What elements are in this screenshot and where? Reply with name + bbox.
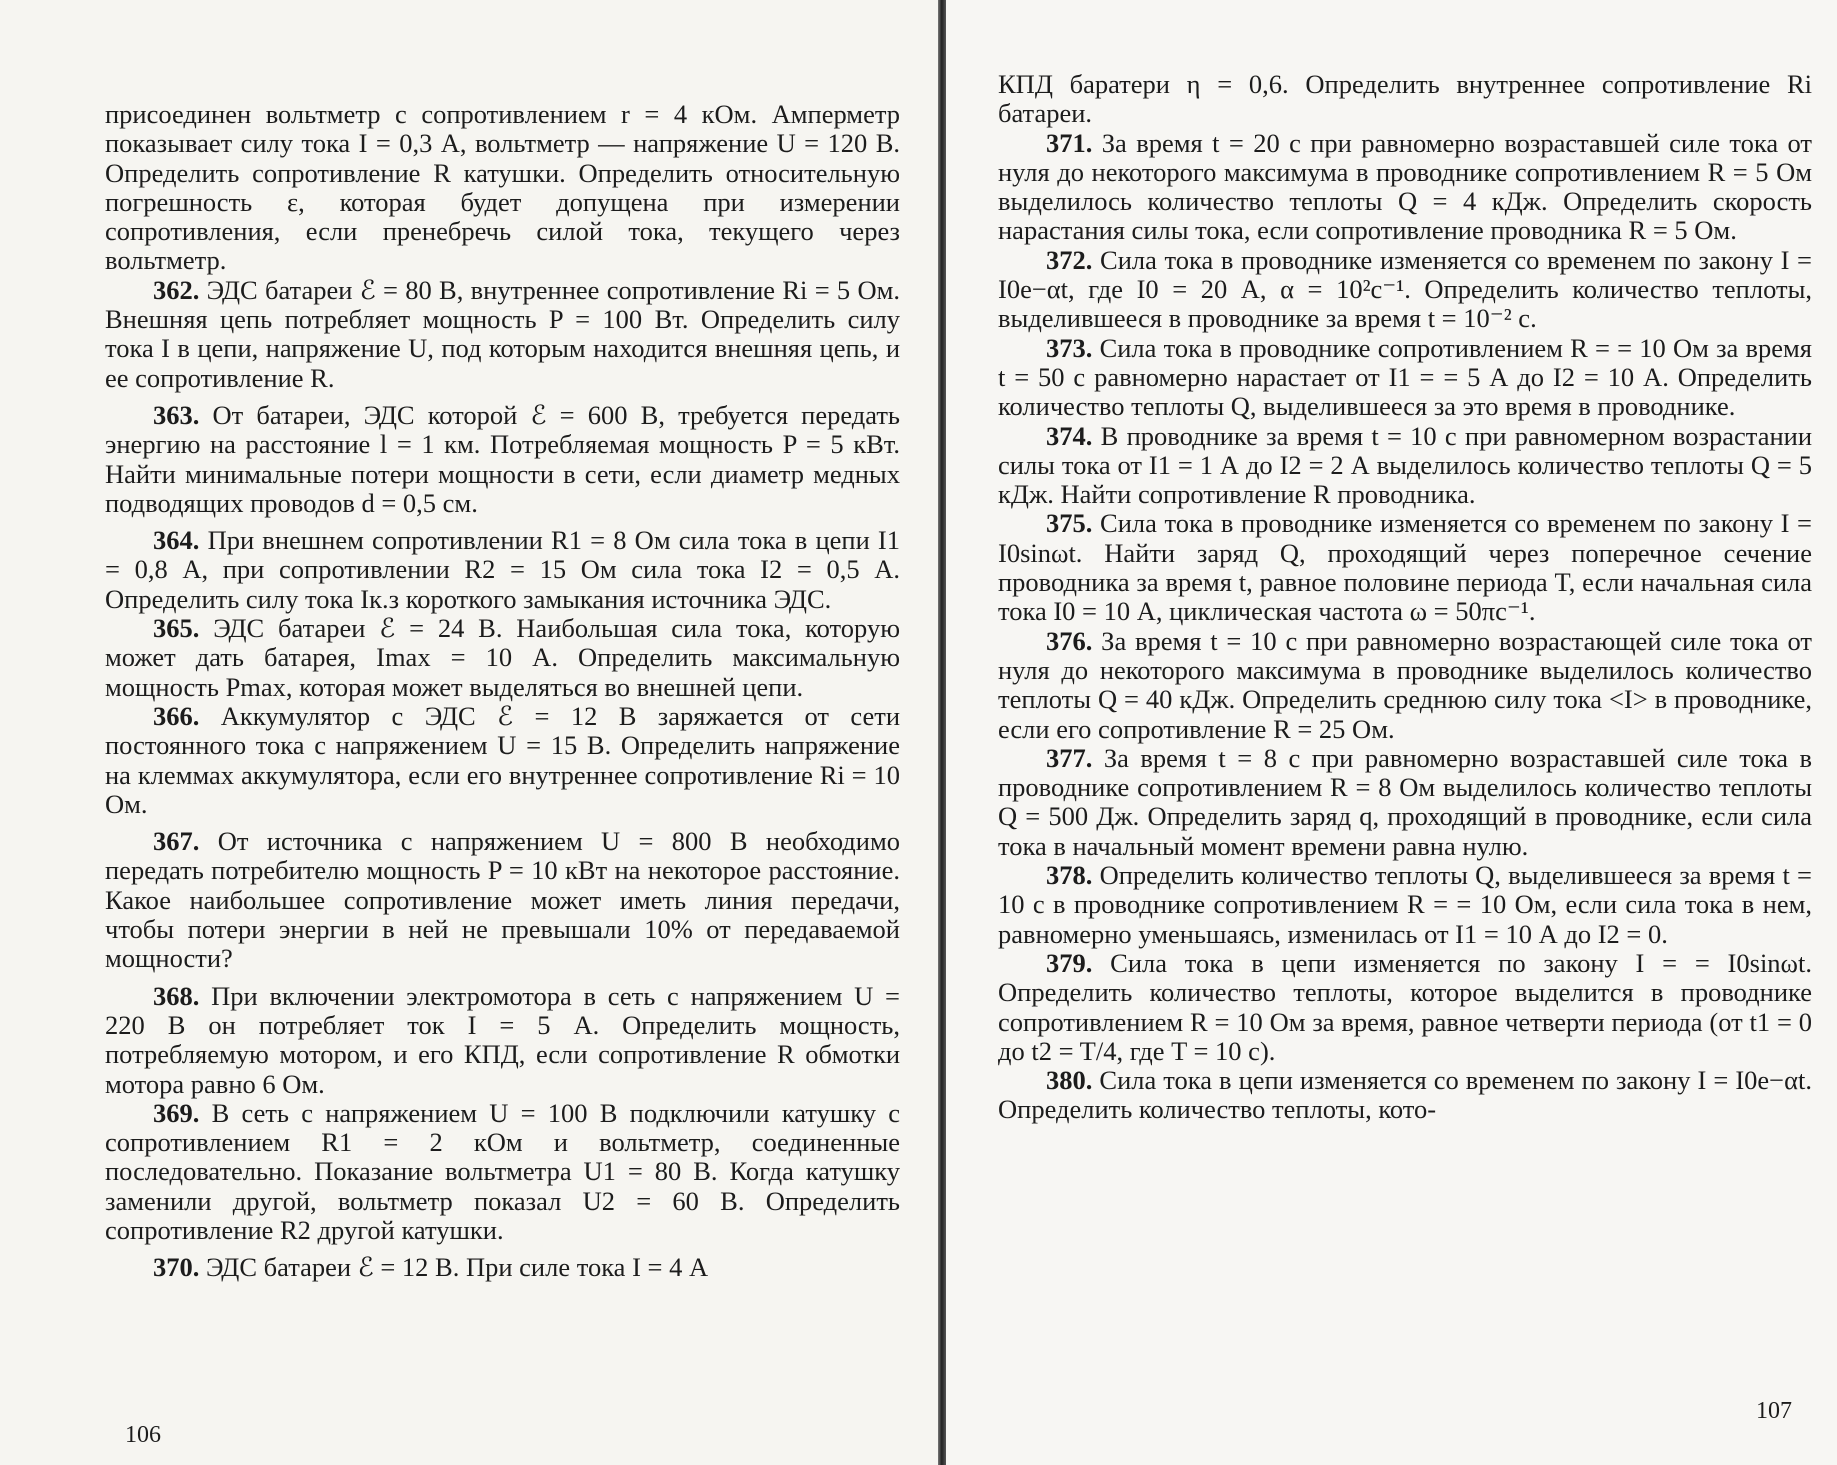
problem-369: 369. В сеть с напряжением U = 100 В подключили катушку с сопротивлением R1 = 2 кОм и вольтметр, соединенные последовательно. Показание вольтметра U1 = 80 В. Когда катушку заменили другой, вольтметр показал U2 = 60 В. Определить сопротивление R2 другой катушки. — [105, 1097, 901, 1245]
problem-375: 375. Сила тока в проводнике изменяется со временем по закону I = I0sinωt. Найти заряд Q, проходящий через поперечное сечение проводника за время t, равное половине периода T, если начальная сила тока I0 = 10 А, циклическая частота ω = 50πс⁻¹. — [998, 508, 1812, 627]
problem-362: 362. ЭДС батареи ℰ = 80 В, внутреннее сопротивление Ri = 5 Ом. Внешняя цепь потребляет мощность P = 100 Вт. Определить силу тока I в цепи, напряжение U, под которым находится внешняя цепь, и ее сопротивление R. — [105, 274, 901, 393]
problem-376: 376. За время t = 10 с при равномерно возрастающей силе тока от нуля до некоторого максимума в проводнике выделилось количество теплоты Q = 40 кДж. Определить среднюю силу тока <I> в проводнике, если его сопротивление R = 25 Ом. — [998, 625, 1812, 744]
problem-363: 363. От батареи, ЭДС которой ℰ = 600 В, требуется передать энергию на расстояние l = 1 км. Потребляемая мощность P = 5 кВт. Найти минимальные потери мощности в сети, если диаметр медных подводящих проводов d = 0,5 см. — [105, 399, 901, 518]
right-text-block — [998, 70, 1812, 1125]
page-number-left: 106 — [125, 1422, 161, 1448]
problem-370: 370. ЭДС батареи ℰ = 12 В. При силе тока I = 4 А — [153, 1252, 709, 1283]
problem-373: 373. Сила тока в проводнике сопротивлением R = = 10 Ом за время t = 50 с равномерно нарастает от I1 = = 5 А до I2 = 10 А. Определить количество теплоты Q, выделившееся за это время в проводнике. — [998, 332, 1813, 422]
problem-366: 366. Аккумулятор с ЭДС ℰ = 12 В заряжается от сети постоянного тока с напряжением U = 15 В. Определить напряжение на клеммах аккумулятора, если его внутреннее сопротивление Ri = 10 Ом. — [105, 700, 901, 819]
problem-380: 380. Сила тока в цепи изменяется со временем по закону I = I0e−αt. Определить количество теплоты, кото- — [998, 1065, 1812, 1125]
problem-367: 367. От источника с напряжением U = 800 В необходимо передать потребителю мощность P = 10 кВт на некоторое расстояние. Какое наибольшее сопротивление может иметь линия передачи, чтобы потери энергии в ней не превышали 10% от передаваемой мощности? — [105, 826, 900, 974]
problem-368: 368. При включении электромотора в сеть с напряжением U = 220 В он потребляет ток I = 5 А. Определить мощность, потребляемую мотором, и его КПД, если сопротивление R обмотки мотора равно 6 Ом. — [105, 980, 900, 1099]
continuation-paragraph: присоединен вольтметр с сопротивлением r = 4 кОм. Амперметр показывает силу тока I = 0,3 А, вольтметр — напряжение U = 120 В. Определить сопротивление R катушки. Определить относительную погрешность ε, которая будет допущена при измерении сопротивления, если пренебречь силой тока, текущего через вольтметр. — [105, 99, 900, 276]
problem-364: 364. При внешнем сопротивлении R1 = 8 Ом сила тока в цепи I1 = 0,8 А, при сопротивлении R2 = 15 Ом сила тока I2 = 0,5 А. Определить силу тока Iк.з короткого замыкания источника ЭДС. — [105, 525, 901, 614]
continuation-paragraph: КПД баратери η = 0,6. Определить внутреннее сопротивление Ri батареи. — [998, 69, 1812, 129]
problem-374: 374. В проводнике за время t = 10 с при равномерном возрастании силы тока от I1 = 1 А до I2 = 2 А выделилось количество теплоты Q = 5 кДж. Найти сопротивление R проводника. — [998, 420, 1813, 510]
problem-378: 378. Определить количество теплоты Q, выделившееся за время t = 10 с в проводнике сопротивлением R = = 10 Ом, если сила тока в нем, равномерно уменьшаясь, изменилась от I1 = 10 А до I2 = 0. — [998, 860, 1812, 949]
problem-377: 377. За время t = 8 с при равномерно возраставшей силе тока в проводнике сопротивлением R = 8 Ом выделилось количество теплоты Q = 500 Дж. Определить заряд q, проходящий в проводнике, если сила тока в начальный момент времени равна нулю. — [998, 742, 1812, 861]
right-page — [946, 0, 1837, 1465]
problem-365: 365. ЭДС батареи ℰ = 24 В. Наибольшая сила тока, которую может дать батарея, Imax = 10 А. Определить максимальную мощность Pmax, которая может выделяться во внешней цепи. — [105, 613, 900, 702]
book-gutter — [938, 0, 946, 1465]
problem-372: 372. Сила тока в проводнике изменяется со временем по закону I = I0e−αt, где I0 = 20 А, α = 10²с⁻¹. Определить количество теплоты, выделившееся в проводнике за время t = 10⁻² с. — [998, 244, 1812, 334]
page-number-right: 107 — [1756, 1398, 1792, 1424]
problem-371: 371. За время t = 20 с при равномерно возраставшей силе тока от нуля до некоторого максимума в проводнике сопротивлением R = 5 Ом выделилось количество теплоты Q = 4 кДж. Определить скорость нарастания силы тока, если сопротивление проводника R = 5 Ом. — [998, 127, 1812, 246]
left-text-block — [105, 100, 900, 1283]
problem-379: 379. Сила тока в цепи изменяется по закону I = = I0sinωt. Определить количество теплоты, которое выделится в проводнике сопротивлением R = 10 Ом за время, равное четверти периода (от t1 = 0 до t2 = T/4, где T = 10 с). — [998, 947, 1812, 1066]
